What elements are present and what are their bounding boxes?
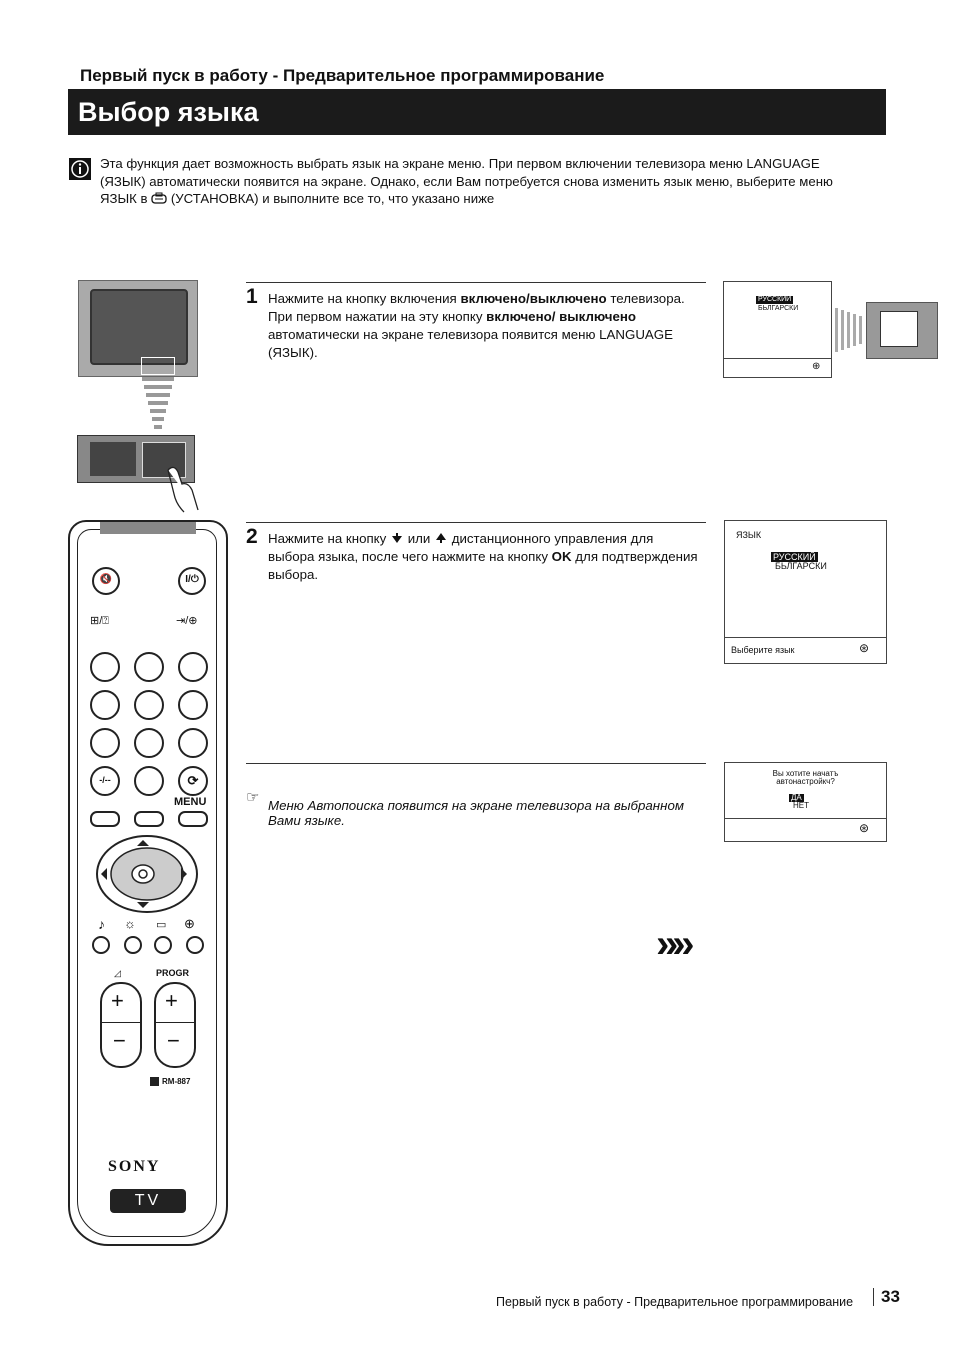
swap-icon: ⟳ (187, 773, 199, 788)
footer-text: Первый пуск в работу - Предварительное программирование (496, 1295, 854, 1309)
sound-icon: ♪ (98, 916, 105, 932)
tv-label: TV (110, 1189, 186, 1213)
digit-5-button[interactable] (134, 690, 164, 720)
select-language-hint: Выберите язык (731, 645, 795, 655)
step1-text-c: автоматически на экране телевизора появится меню LANGUAGE (ЯЗЫК). (268, 327, 674, 360)
remote-logo-icon (150, 1077, 159, 1086)
ok-nav-icon-2: ⊛ (859, 821, 870, 835)
teletext-button[interactable] (134, 811, 164, 827)
step2-text-c: дистанционного управления для выбора языка, после чего нажмите на кнопку (268, 531, 654, 564)
intro-text-1: Эта функция дает возможность выбрать язык на экране меню. При первом включении телевизора меню LANGUAGE (ЯЗЫК) автоматически появится на экране. Однако, если Вам потребуется снова изменить язык меню, выберите меню ЯЗЫК в (100, 156, 833, 206)
program-plus-icon: + (165, 988, 178, 1013)
brand-logo: SONY (108, 1158, 161, 1175)
digit-9-button[interactable] (178, 728, 208, 758)
digit-4-button[interactable] (90, 690, 120, 720)
step1-bold-a: включено/выключено (460, 291, 607, 306)
setup-button[interactable] (186, 936, 204, 954)
continue-arrows-icon: »» (656, 922, 689, 966)
digit-3-button[interactable] (178, 652, 208, 682)
volume-rocker[interactable] (100, 982, 142, 1068)
step1-option-russian: РУССКИЙ (758, 296, 792, 303)
note-screen (724, 762, 887, 842)
small-tv-icon (866, 302, 938, 359)
step2-ok-label: OK (551, 549, 572, 564)
swap-button[interactable] (178, 766, 208, 796)
step2-text-b: или (404, 531, 435, 546)
footer-separator (873, 1288, 874, 1306)
remote-control (68, 520, 228, 1246)
volume-minus-icon: − (113, 1028, 126, 1053)
progr-label: PROGR (156, 968, 190, 978)
picture-button[interactable] (124, 936, 142, 954)
step1-text (268, 290, 700, 362)
pressing-hand-icon (160, 460, 205, 515)
up-arrow-icon (434, 532, 448, 544)
title-bar (68, 89, 886, 135)
step2-option-russian: РУССКИЙ (773, 552, 816, 562)
digit-2-button[interactable] (134, 652, 164, 682)
step2-text-a: Нажмите на кнопку (268, 531, 390, 546)
step2-screen (724, 520, 887, 664)
program-minus-icon: − (167, 1028, 180, 1053)
text-mode-icon: ⊞/⍰ (90, 615, 109, 627)
step2-text (268, 530, 700, 584)
screen-icon: ▭ (156, 919, 167, 931)
autotune-question-1: Вы хотите начатъ (772, 769, 839, 778)
digit-1-button[interactable] (90, 652, 120, 682)
ok-nav-icon: ⊛ (859, 641, 870, 655)
down-arrow-icon (390, 532, 404, 544)
page-title: Выбор языка (78, 97, 259, 127)
autotune-yes: ДА (791, 793, 802, 802)
note-text: Меню Автопоиска появится на экране телевизора на выбранном Вами языке. (268, 798, 684, 828)
step1-text-a: Нажмите на кнопку включения (268, 291, 461, 306)
digit-7-button[interactable] (90, 728, 120, 758)
screen-button[interactable] (154, 936, 172, 954)
digit-6-button[interactable] (178, 690, 208, 720)
page-number: 33 (881, 1287, 900, 1306)
step1-screen (723, 281, 832, 378)
navigation-pad[interactable] (95, 834, 199, 914)
step2-rule (246, 522, 706, 523)
step1-rule (246, 282, 706, 283)
double-digit-button[interactable] (90, 766, 120, 796)
program-rocker[interactable] (154, 982, 196, 1068)
zoom-beam (140, 375, 180, 435)
mute-button[interactable] (92, 567, 120, 595)
info-icon (69, 158, 91, 180)
power-button[interactable] (178, 567, 206, 595)
mute-icon: 🔇 (99, 574, 113, 585)
note-rule (246, 763, 706, 764)
step1-option-bulgarian: БЬЛГАРСКИ (758, 305, 799, 312)
sound-button[interactable] (92, 936, 110, 954)
setup-icon (151, 192, 167, 204)
tv-illustration (78, 280, 198, 377)
intro-paragraph (100, 155, 860, 208)
pointing-hand-icon: ☞ (246, 789, 260, 806)
remote-model: RM-887 (162, 1077, 191, 1086)
power-icon: I/⏻ (185, 574, 199, 585)
input-select-icon: ⇥/⊕ (176, 615, 198, 627)
step1-number: 1 (246, 285, 258, 308)
tv-mode-button[interactable] (90, 811, 120, 827)
section-subtitle: Первый пуск в работу - Предварительное программирование (80, 66, 605, 85)
step2-option-bulgarian: БЬЛГАРСКИ (775, 561, 827, 571)
setup-icon-remote: ⊕ (184, 916, 195, 931)
autotune-no: НЕТ (793, 801, 809, 810)
menu-label: MENU (174, 796, 207, 808)
digit-0-button[interactable] (134, 766, 164, 796)
step1-bold-b: включено/ выключено (486, 309, 637, 324)
language-menu-title: ЯЗЫК (736, 530, 762, 540)
menu-button[interactable] (178, 811, 208, 827)
step2-number: 2 (246, 525, 258, 548)
step1-text-b: телевизора. При первом нажатии на эту кнопку (268, 291, 685, 324)
zoom-beam-small (831, 306, 867, 354)
digit-8-button[interactable] (134, 728, 164, 758)
nav-icon: ⊕ (812, 361, 821, 372)
volume-icon: ◿ (114, 968, 121, 978)
intro-text-2: (УСТАНОВКА) и выполните все то, что указано ниже (170, 191, 495, 206)
picture-icon: ☼ (124, 916, 136, 931)
autotune-question-2: автонастройкч? (776, 777, 835, 786)
volume-plus-icon: + (111, 988, 124, 1013)
double-digit-label: -/-- (99, 775, 111, 785)
step2-text-d: для подтверждения выбора. (268, 549, 698, 582)
